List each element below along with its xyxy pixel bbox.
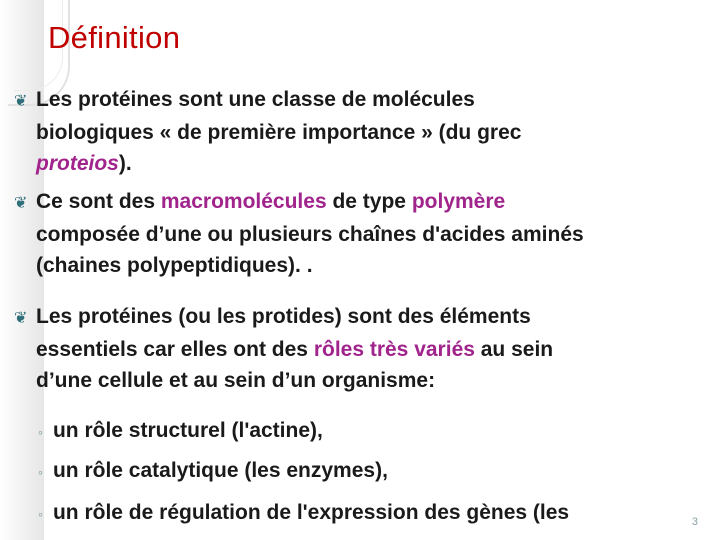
circle-bullet-icon: ◦ (38, 464, 43, 480)
sub-item-2 (38, 455, 388, 488)
bullet-line (14, 117, 704, 148)
bullet-line (14, 334, 704, 365)
highlighted-term: polymère (411, 190, 506, 213)
bullet-text (36, 186, 505, 219)
page-number: 3 (691, 516, 698, 528)
bullet-3 (14, 301, 704, 396)
text-run: (chaines polypeptidiques). . (36, 254, 313, 277)
bullet-indent (14, 219, 36, 250)
slide-title: Définition (48, 20, 181, 55)
bullet-line (14, 186, 704, 219)
bullet-2 (14, 186, 704, 281)
sub-item-3 (38, 497, 569, 530)
text-run: d’une cellule et au sein d’un organisme: (36, 369, 436, 392)
sub-item-text: un rôle structurel (l'actine), (52, 419, 323, 442)
bullet-indent (14, 148, 36, 179)
text-run: au sein (474, 338, 554, 361)
sub-item-text: un rôle de régulation de l'expression des gènes (les (52, 501, 570, 524)
text-run: essentiels car elles ont des (36, 338, 314, 361)
text-run: Ce sont des (36, 190, 161, 213)
highlighted-term: rôles très variés (313, 338, 475, 361)
bullet-1 (14, 84, 704, 179)
bullet-text (36, 334, 553, 365)
bullet-indent (14, 365, 36, 396)
bullet-line (14, 250, 704, 281)
sub-item-text: un rôle catalytique (les enzymes), (52, 459, 388, 482)
bullet-text (36, 365, 435, 396)
circle-bullet-icon: ◦ (38, 424, 43, 440)
bullet-line (14, 301, 704, 334)
bullet-indent (14, 117, 36, 148)
bullet-text (36, 301, 531, 334)
bullet-text (36, 148, 132, 179)
text-run: Les protéines (ou les protides) sont des éléments (36, 305, 531, 328)
bullet-text (36, 84, 475, 117)
bullet-line (14, 84, 704, 117)
highlighted-term: macromolécules (160, 190, 327, 213)
bullet-marker-icon: ❦ (14, 93, 28, 110)
bullet-text (36, 250, 313, 281)
bullet-marker-icon: ❦ (14, 310, 28, 327)
bullet-marker-icon: ❦ (14, 195, 28, 212)
circle-bullet-icon: ◦ (38, 506, 43, 522)
text-run: composée d’une ou plusieurs chaînes d'acides aminés (36, 223, 584, 246)
text-run: Les protéines sont une classe de molécules (36, 88, 475, 111)
text-run: de type (326, 190, 412, 213)
bullet-line (14, 365, 704, 396)
bullet-text (36, 219, 584, 250)
bullet-text (36, 117, 521, 148)
text-run: biologiques « de première importance » (du grec (36, 121, 522, 144)
highlighted-term: proteios (36, 152, 119, 175)
bullet-indent (14, 334, 36, 365)
sub-item-1 (38, 415, 323, 448)
bullet-line (14, 219, 704, 250)
text-run: ). (118, 152, 132, 175)
bullet-indent (14, 250, 36, 281)
bullet-line (14, 148, 704, 179)
